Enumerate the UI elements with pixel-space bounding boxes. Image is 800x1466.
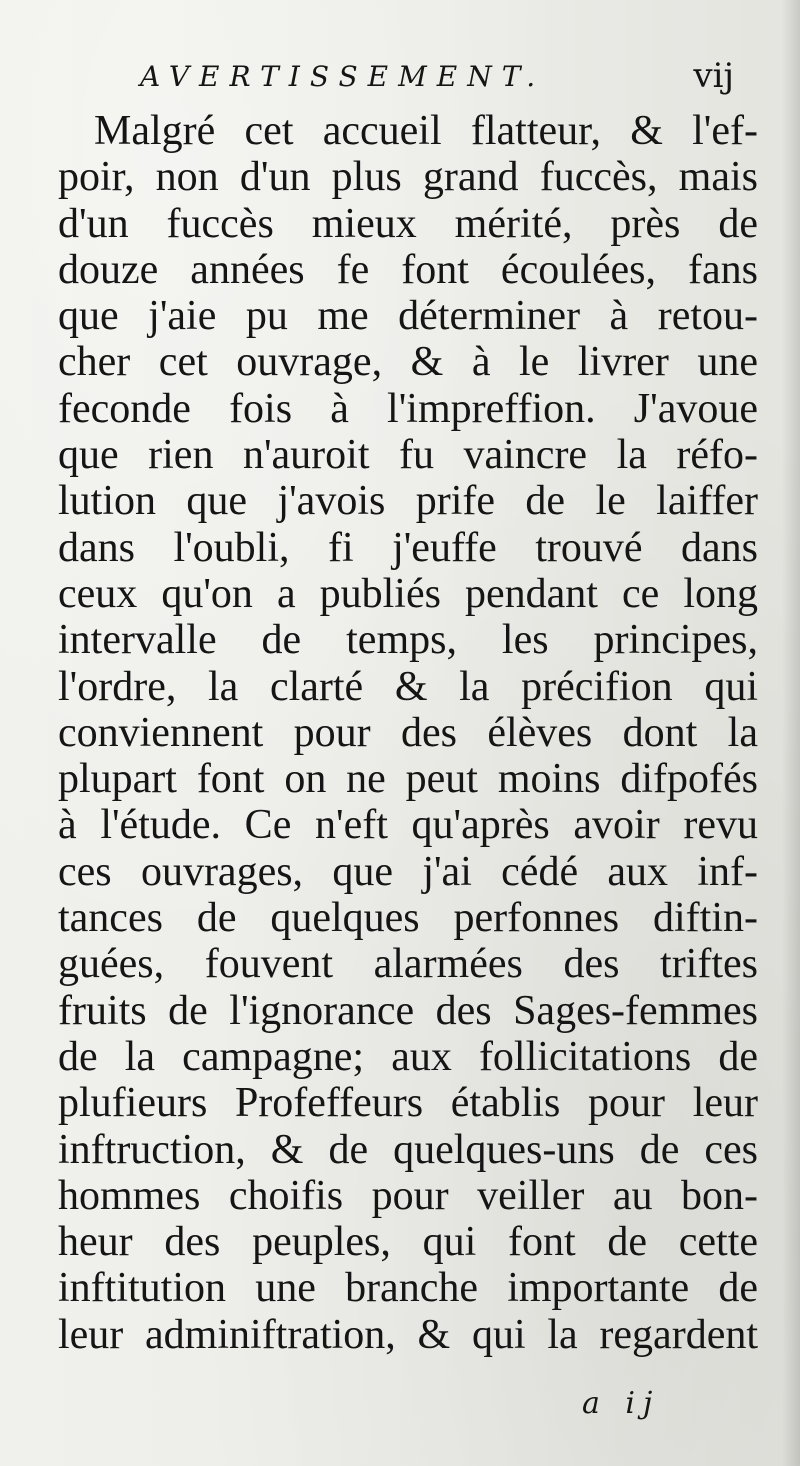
text-line: Malgré cet accueil flatteur, & l'ef- [94, 108, 758, 154]
text-line: intervalle de temps, les principes, [58, 617, 758, 664]
text-line: ceux qu'on a publiés pendant ce long [58, 570, 758, 617]
text-line: l'ordre, la clarté & la précifion qui [58, 663, 758, 710]
text-line: plufieurs Profeffeurs établis pour leur [58, 1080, 758, 1127]
text-line: inftitution une branche importante de [58, 1265, 758, 1312]
signature-mark: a ij [582, 1386, 661, 1421]
text-line: d'un fuccès mieux mérité, près de [58, 200, 758, 247]
text-line: tances de quelques perfonnes diftin- [58, 895, 758, 942]
text-line: que rien n'auroit fu vaincre la réfo- [58, 432, 758, 479]
text-line: leur adminiftration, & qui la regardent [58, 1311, 758, 1358]
text-line: cher cet ouvrage, & à le livrer une [58, 339, 758, 386]
page-number: vij [693, 56, 734, 96]
text-line: heur des peuples, qui font de cette [58, 1219, 758, 1266]
text-line: de la campagne; aux follicitations de [58, 1033, 758, 1080]
text-line: que j'aie pu me déterminer à retou- [58, 293, 758, 340]
text-line: conviennent pour des élèves dont la [58, 709, 758, 756]
text-line: plupart font on ne peut moins difpofés [58, 756, 758, 803]
text-line: douze années fe font écoulées, fans [58, 246, 758, 293]
text-line: guées, fouvent alarmées des triftes [58, 941, 758, 988]
text-line: lution que j'avois prife de le laiffer [58, 478, 758, 525]
text-line: dans l'oubli, fi j'euffe trouvé dans [58, 524, 758, 571]
page-edge-shadow [782, 0, 800, 1466]
text-line: à l'étude. Ce n'eft qu'après avoir revu [58, 802, 758, 849]
text-line: inftruction, & de quelques-uns de ces [58, 1126, 758, 1173]
text-line: fruits de l'ignorance des Sages-femmes [58, 987, 758, 1034]
running-head [140, 52, 740, 102]
running-title: AVERTISSEMENT. [140, 60, 546, 93]
text-line: feconde fois à l'impreffion. J'avoue [58, 385, 758, 432]
text-line: hommes choifis pour veiller au bon- [58, 1172, 758, 1219]
text-line: ces ouvrages, que j'ai cédé aux inf- [58, 848, 758, 895]
body-text [58, 108, 758, 1378]
text-line: poir, non d'un plus grand fuccès, mais [58, 154, 758, 201]
